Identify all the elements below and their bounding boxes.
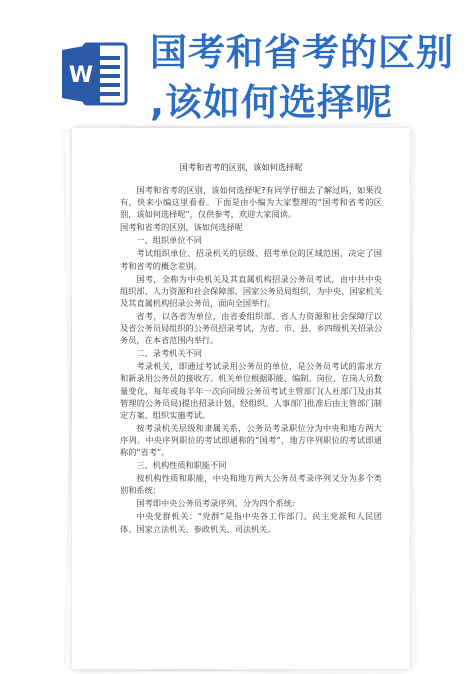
document-paragraph: 省考，以各省为单位，由省委组织部、省人力资源和社会保障厅以及省公务员局组织的公务员招录考试，为省、市、县、乡四级机关招录公务员，在本省范围内举行。 [120, 310, 383, 346]
document-paragraph: 一、组织单位不同 [136, 235, 202, 246]
document-paragraph: 三、机构性质和职能不同 [136, 460, 227, 471]
banner-title-line-1: 国考和省考的区别 [150, 31, 454, 74]
word-document-icon [62, 40, 128, 108]
document-body [120, 184, 382, 536]
document-paragraph: 国考和省考的区别，该如何选择呢?有同学仔细去了解过吗，如果没有，快来小编这里看看。下面是由小编为大家整理的“国考和省考的区别，该如何选择呢”，仅供参考，欢迎大家阅读。 [120, 185, 382, 220]
document-paragraph: 按考录机关层级和隶属关系，公务员考录职位分为中央和地方两大序列。中央序列职位的考试即通称的“国考”，地方序列职位的考试即通称的“省考”。 [120, 422, 382, 457]
document-paragraph: 国考和省考的区别，该如何选择呢 [120, 222, 243, 233]
document-paragraph: 国考，全称为中央机关及其直属机构招录公务员考试，由中共中央组织部、人力资源和社会保障部、国家公务员局组织，为中央、国家机关及其直属机构招录公务员，面向全国举行。 [120, 273, 383, 308]
svg-text:W: W [68, 63, 94, 88]
document-paragraph: 按机构性质和职能，中央和地方两大公务员考录序列又分为多个类别和系统： [120, 473, 382, 496]
document-paragraph: 中央党群机关：“党群”是指中央各工作部门、民主党派和人民团体、国家立法机关、参政机关、司法机关。 [120, 511, 382, 534]
document-paragraph: 考试组织单位、招录机关的层级、招考单位的区域范围，决定了国考和省考的概念差别。 [120, 248, 382, 271]
document-paragraph: 二、录考机关不同 [136, 348, 202, 359]
banner-title [150, 28, 470, 128]
document-title: 国考和省考的区别，该如何选择呢 [179, 162, 303, 172]
banner-title-line-2: ,该如何选择呢 [150, 81, 394, 124]
document-paragraph: 国考即中央公务员考录序列，分为四个系统: [136, 498, 295, 509]
banner [0, 0, 474, 130]
document-paragraph: 考录机关，即通过考试录用公务员的单位，是公务员考试的需求方和新录用公务员的接收方。机关单位根据职能、编制、岗位、在岗人员数量变化，每年或每半年一次向同级公务员考试主管部门(人社部门及由其管理的公务员局)提出招录计划，经组织、人事部门批准后由主管部门制定方案、组织实施考试。 [120, 361, 383, 420]
document-page [72, 128, 410, 669]
